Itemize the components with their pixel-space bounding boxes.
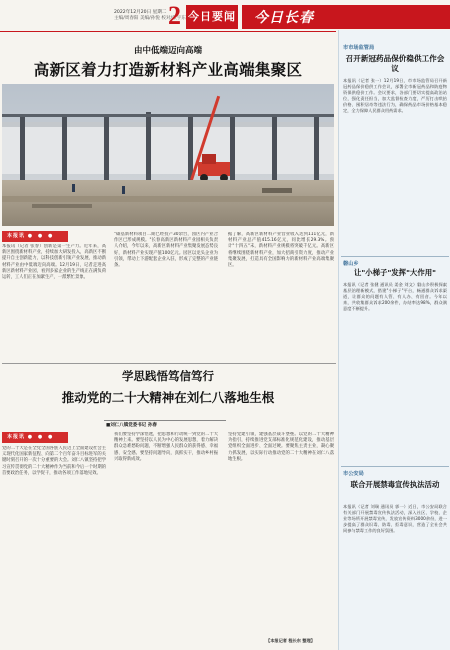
lead-column-1: 本报讯（记者 张春）创新是第一生产力。近年来，高新区围绕新材料产业，持续加大研发投入，高新区不断提升自主创新能力，以科技创新引领产业发展，推动新材料产业由中低端迈向高端。12月19日，记者走进高新区新材料产业园，看到多家企业的生产线正在满负荷运转，工人们正在加紧生产，一派繁忙景象。	[2, 244, 106, 281]
right-story3-section: 市公安局	[343, 471, 364, 477]
page-number: 2	[168, 1, 181, 30]
section-divider	[2, 363, 336, 364]
lead-tag: 本报讯	[7, 233, 26, 239]
masthead-rule	[0, 31, 336, 32]
photo-illustration	[2, 84, 334, 226]
second-column-1: 党的二十大是在全党全国各族人民迈上全面建设社会主义现代化国家新征程、向第二个百年奋斗目标进军的关键时刻召开的一次十分重要的大会。刘仁八镇坚持把学习宣传贯彻党的二十大精神作为当前和今后一个时期的首要政治任务，以学促干，推动各项工作落地见效。	[2, 446, 106, 476]
section-title: 今日要闻	[186, 5, 238, 29]
lead-tag-dots: ● ● ●	[27, 233, 55, 239]
right-story3-text: 本报讯（记者 刘瑞 通讯员 郭一）近日，市公安局联合有关部门开展禁毒宣传执法活动，深入社区、学校、企业等场所开展禁毒宣传，发放宣传资料3000余份，进一步提高了群众识毒、防毒、拒毒意识，营造了全社会共同参与禁毒工作的良好氛围。	[343, 504, 447, 533]
second-column-2: 我们要坚持学深悟透，把思想和行动统一到党的二十大精神上来。要坚持以人民为中心的发展思想，着力解决群众急难愁盼问题，不断增强人民群众的获得感、幸福感、安全感。要坚持问题导向，真抓实干，推动乡村振兴取得新成效。	[114, 432, 218, 462]
right-divider-2	[341, 466, 449, 467]
second-tag-dots: ● ● ●	[27, 434, 55, 440]
right-story1-headline: 召开新冠药品保价稳供工作会议	[345, 54, 445, 73]
logo-banner	[242, 5, 450, 29]
second-story-headline: 推动党的二十大精神在刘仁八落地生根	[61, 390, 275, 405]
second-story-byline: ■刘仁八镇党委书记 孙春	[106, 423, 157, 428]
right-story2-section: 磐山乡	[343, 261, 359, 267]
right-divider-1	[341, 256, 449, 257]
right-story2-headline: 让"小梯子"发挥"大作用"	[354, 268, 436, 277]
second-tag: 本报讯	[7, 434, 26, 440]
factory-construction-photo	[2, 84, 334, 226]
lead-column-3: 据了解，高新区新材料产业营业收入达到111亿元，新材料产业总产值415.16亿元，同比增长29.3%。预计"十四五"末，新材料产业规模将突破千亿元。高新区将继续围绕新材料产业，加大招商引资力度，推动产业集聚发展，打造具有全国影响力的新材料产业高端集聚区。	[228, 232, 334, 269]
right-column	[338, 30, 450, 650]
second-story-subtitle: 学思践悟笃信笃行	[122, 369, 214, 383]
byline-rule	[104, 420, 226, 421]
date-line: 2022年12月20日 星期二	[114, 10, 167, 15]
right-story3-headline: 联合开展禁毒宣传执法活动	[350, 480, 440, 489]
newspaper-logo: 今日长春	[254, 10, 314, 26]
lead-headline: 高新区着力打造新材料产业高端集聚区	[33, 61, 303, 79]
right-story1-text: 本报讯（记者 张一）12月19日，市市场监管局召开新冠药品保价稳供工作会议，部署全市新冠药品和防疫物资保供稳价工作。会议要求，各部门要切实提高政治站位，强化责任担当，加大监督检查力度，严厉打击哄抬价格、囤积居奇等违法行为，确保药品市场价格基本稳定，全力保障人民群众用药需求。	[343, 78, 447, 113]
second-column-3: 坚持党建引领，建强基层战斗堡垒。以党的二十大精神为指引，持续推进党支部标准化规范化建设，推动基层党组织全面进步、全面过硬。要聚焦主责主业，凝心聚力抓发展，以实际行动推动党的二十大精神在刘仁八落地生根。	[228, 432, 334, 462]
second-story-credit: 【本报记者 程长东 整理】	[266, 638, 315, 643]
right-story2-text: 本报讯（记者 张健 通讯员 姜金 刘文）磐山乡积极探索基层治理新模式，搭建"小梯子"平台，畅通群众诉求渠道，让群众的问题有人管、有人办、有回音。今年以来，共收集群众诉求200余件，办结率达98%，群众满意度不断提升。	[343, 282, 447, 311]
lead-kicker: 由中低端迈向高端	[133, 46, 202, 56]
second-tag-bar	[2, 432, 68, 443]
lead-column-2: "碳基新材料项目二期已经投产30余台，园区内产业合作区已形成规模。"长春高新区新材料产业园相关负责人介绍，今年以来，高新区新材料产业集聚发展态势良好，新材料产业实现产值100亿元。园区以龙头企业为引领，带动上下游配套企业入驻，形成了完整的产业链条。	[114, 232, 218, 269]
editor-line: 主编/周春阳 美编/孙悦 校对/张宇东	[114, 16, 186, 21]
right-story1-section: 市市场监管局	[343, 45, 375, 51]
lead-tag-bar	[2, 231, 68, 242]
